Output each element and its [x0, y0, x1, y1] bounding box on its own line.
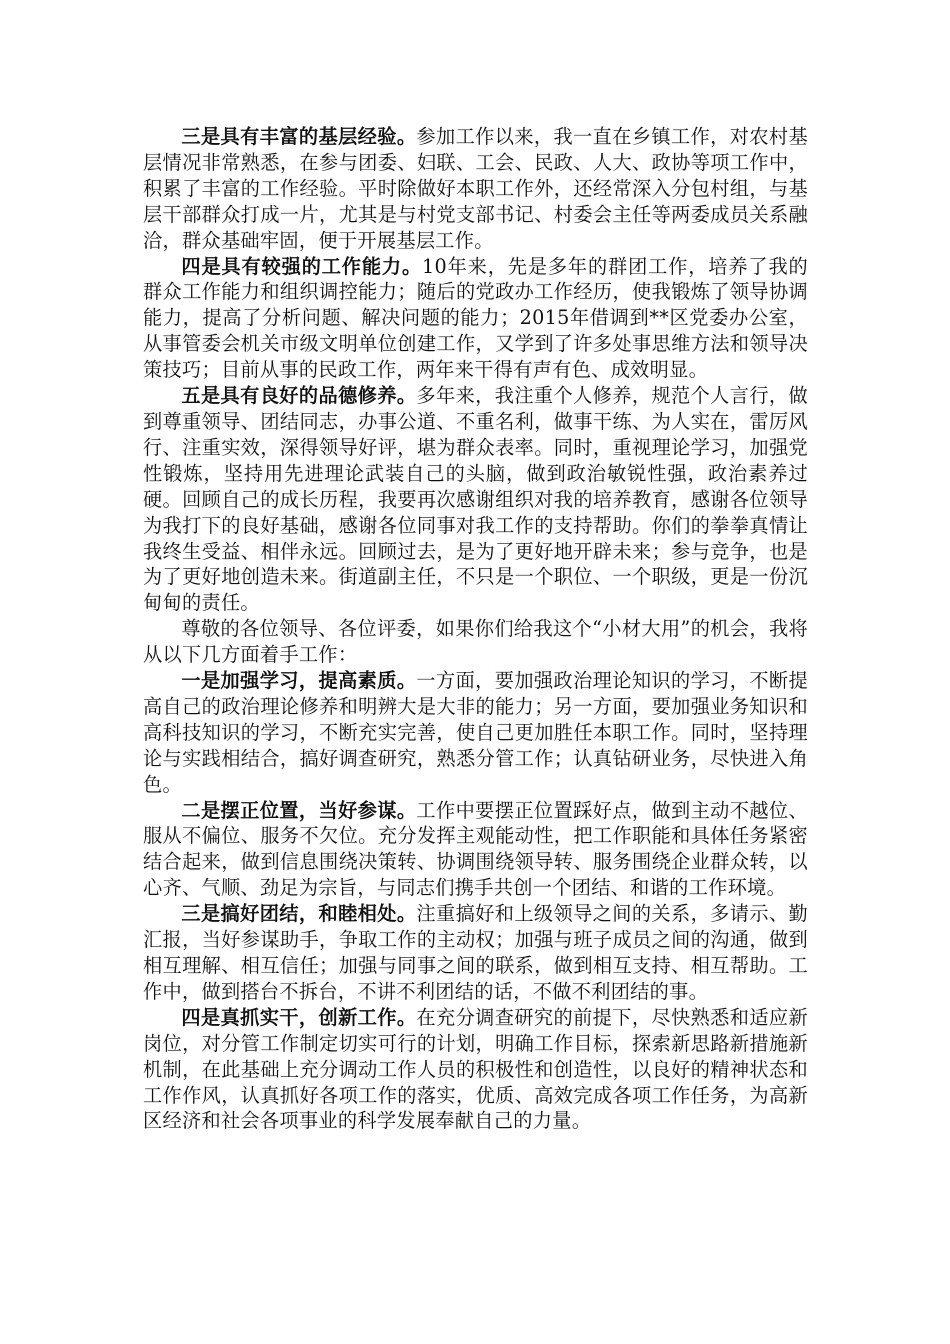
paragraph-lead: 二是摆正位置，当好参谋。 — [181, 798, 417, 822]
paragraph-innovation — [143, 1005, 808, 1135]
paragraph-position — [143, 798, 808, 902]
paragraph-lead: 三是搞好团结，和睦相处。 — [181, 902, 417, 926]
paragraph-lead: 四是真抓实干，创新工作。 — [181, 1005, 417, 1029]
paragraph-text: 参加工作以来，我一直在乡镇工作，对农村基层情况非常熟悉，在参与团委、妇联、工会、民政、人大、政协等项工作中，积累了丰富的工作经验。平时除做好本职工作外，还经常深入分包村组，与基层干部群众打成一片，尤其是与村党支部书记、村委会主任等两委成员关系融洽，群众基础牢固，便于开展基层工作。 — [143, 125, 808, 252]
paragraph-lead: 五是具有良好的品德修养。 — [181, 384, 417, 408]
paragraph-character — [143, 383, 808, 616]
paragraph-text: 在充分调查研究的前提下，尽快熟悉和适应新岗位，对分管工作制定切实可行的计划，明确工作目标，探索新思路新措施新机制，在此基础上充分调动工作人员的积极性和创造性，以良好的精神状态和工作作风，认真抓好各项工作的落实，优质、高效完成各项工作任务，为高新区经济和社会各项事业的科学发展奉献自己的力量。 — [143, 1005, 808, 1133]
paragraph-text: 尊敬的各位领导、各位评委，如果你们给我这个“小材大用”的机会，我将从以下几方面着手工作： — [143, 617, 808, 667]
document-body — [143, 124, 808, 1134]
paragraph-lead: 四是具有较强的工作能力。 — [181, 254, 423, 278]
paragraph-text: 10年来，先是多年的群团工作，培养了我的群众工作能力和组织调控能力；随后的党政办工作经历，使我锻炼了领导协调能力，提高了分析问题、解决问题的能力；2015年借调到**区党委办公室，从事管委会机关市级文明单位创建工作，又学到了许多处事思维方法和领导决策技巧；目前从事的民政工作，两年来干得有声有色、成效明显。 — [143, 254, 808, 382]
paragraph-lead: 三是具有丰富的基层经验。 — [181, 125, 417, 148]
paragraph-experience — [143, 124, 808, 254]
paragraph-ability — [143, 254, 808, 384]
paragraph-text: 一方面，要加强政治理论知识的学习，不断提高自己的政治理论修养和明辨大是大非的能力；另一方面，要加强业务知识和高科技知识的学习，不断充实完善，使自己更加胜任本职工作。同时，坚持理论与实践相结合，搞好调查研究，熟悉分管工作；认真钻研业务，尽快进入角色。 — [143, 669, 808, 796]
paragraph-text: 注重搞好和上级领导之间的关系，多请示、勤汇报，当好参谋助手，争取工作的主动权；加强与班子成员之间的沟通，做到相互理解、相互信任；加强与同事之间的联系，做到相互支持、相互帮助。工作中，做到搭台不拆台，不讲不利团结的话，不做不利团结的事。 — [143, 902, 808, 1003]
paragraph-text: 工作中要摆正位置踩好点，做到主动不越位、服从不偏位、服务不欠位。充分发挥主观能动性，把工作职能和具体任务紧密结合起来，做到信息围绕决策转、协调围绕领导转、服务围绕企业群众转，以心齐、气顺、劲足为宗旨，与同志们携手共创一个团结、和谐的工作环境。 — [143, 798, 808, 900]
paragraph-address — [143, 616, 808, 668]
paragraph-text: 多年来，我注重个人修养，规范个人言行，做到尊重领导、团结同志，办事公道、不重名利，做事干练、为人实在，雷厉风行、注重实效，深得领导好评，堪为群众表率。同时，重视理论学习，加强党性锻炼，坚持用先进理论武装自己的头脑，做到政治敏锐性强，政治素养过硬。回顾自己的成长历程，我要再次感谢组织对我的培养教育，感谢各位领导为我打下的良好基础，感谢各位同事对我工作的支持帮助。你们的拳拳真情让我终生受益、相伴永远。回顾过去，是为了更好地开辟未来；参与竞争，也是为了更好地创造未来。街道副主任，不只是一个职位、一个职级，更是一份沉甸甸的责任。 — [143, 384, 808, 615]
paragraph-lead: 一是加强学习，提高素质。 — [181, 669, 417, 693]
paragraph-study — [143, 668, 808, 798]
paragraph-unity — [143, 901, 808, 1005]
